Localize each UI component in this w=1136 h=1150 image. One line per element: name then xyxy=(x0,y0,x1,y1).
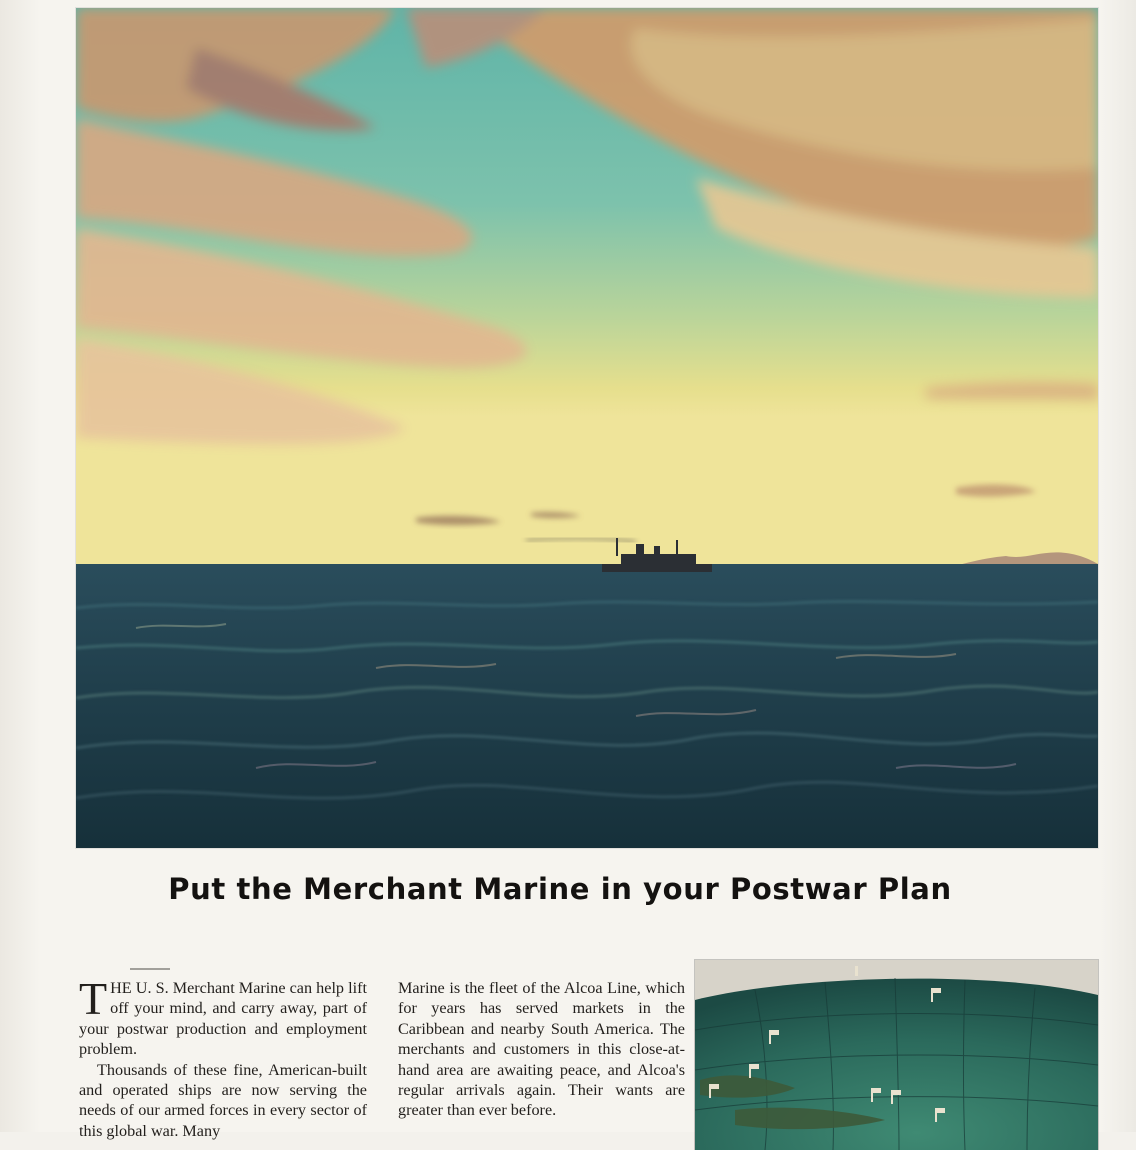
ocean-painting xyxy=(76,8,1098,848)
paragraph-1-text: U. S. Merchant Marine can help lift off your mind, and carry away, part of your postwar production and employment problem. xyxy=(79,979,367,1059)
paragraph-1 xyxy=(79,973,367,1060)
globe-map-illustration xyxy=(695,960,1098,1150)
paragraph-2: Thousands of these fine, American-built and operated ships are now serving the needs of our armed forces in every sector of this global war. Many xyxy=(79,1060,367,1140)
divider xyxy=(130,968,170,970)
dropcap: T xyxy=(79,973,108,1024)
paragraph-3: Marine is the fleet of the Alcoa Line, which for years has served markets in the Caribbean and nearby South America. The merchants and customers in this close-at-hand area are awaiting peace, and Alcoa's regular arrivals again. Their wants are greater than ever before. xyxy=(398,979,685,1120)
headline: Put the Merchant Marine in your Postwar Plan xyxy=(168,872,952,906)
body-column-2 xyxy=(398,978,685,1121)
body-column-1 xyxy=(79,973,367,1141)
painting-illustration xyxy=(76,8,1098,848)
first-word-rest: HE xyxy=(110,979,132,997)
